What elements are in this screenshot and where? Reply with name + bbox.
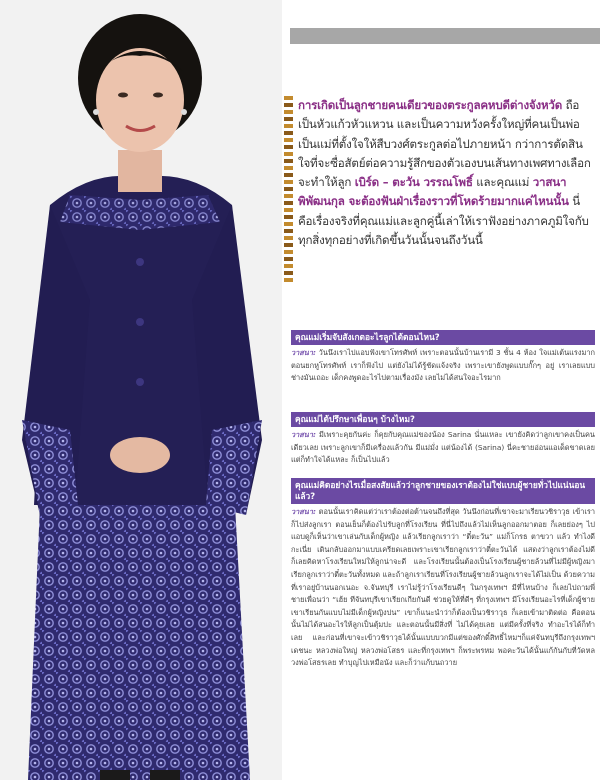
qa-block-2 <box>291 412 595 467</box>
answer-paragraph <box>291 506 595 670</box>
intro-text-2: และคุณแม่ <box>472 175 533 190</box>
speaker-label: วาสนา: <box>291 430 316 439</box>
portrait-photo <box>0 0 282 780</box>
answer-paragraph <box>291 429 595 467</box>
question-heading: คุณแม่คิดอย่างไรเมื่อสงสัยแล้วว่าลูกชายของเราต้องไม่ใช่แบบผู้ชายทั่วไปแน่นอนแล้ว? <box>291 478 595 504</box>
question-heading: คุณแม่ได้ปรึกษาเพื่อนๆ บ้างไหม? <box>291 412 595 427</box>
intro-text-1: ถือเป็นหัวแก้วหัวแหวน และเป็นความหวังครั้งใหญ่ที่คนเป็นพ่อเป็นแม่ที่ตั้งใจให้สืบวงศ์ตระกูลต่อไปภายหน้า กว่าการตัดสินใจที่จะซื่อสัตย์ต่อความรู้สึกของตัวเองบนเส้นทางเพศทางเลือก จะทำให้ลูก <box>298 98 591 190</box>
qa-block-1 <box>291 330 595 385</box>
intro-name-son: เบิร์ด – ตะวัน วรรณโพธิ์ <box>354 175 473 190</box>
intro-paragraph <box>298 96 594 250</box>
intro-text-3: นี่คือเรื่องจริงที่คุณแม่และลูกคู่นี้เล่าให้เราฟังอย่างภาคภูมิใจกับทุกสิ่งทุกอย่างที่เกิดขึ้นวันนั้นจนถึงวันนี้ <box>298 194 589 248</box>
header-decorative-bar <box>290 28 600 44</box>
intro-name-mother: วาสนา พิพัฒนกุล จะต้องฟันฝ่าเรื่องราวที่โหดร้ายมากแค่ไหนนั้น <box>298 175 569 209</box>
question-heading: คุณแม่เริ่มจับสังเกตอะไรลูกได้ตอนไหน? <box>291 330 595 345</box>
speaker-label: วาสนา: <box>291 348 316 357</box>
qa-block-3 <box>291 478 595 670</box>
answer-text: ตอนนั้นเราคิดแต่ว่าเราต้องต่อต้านจนถึงที่สุด วันนึงก่อนที่เขาจะมาเรียนวชิราวุธ เข้าเราก็ไปส่งลูกเรา ตอนเย็นก็ต้องไปรับลูกที่โรงเรียน ที่นี่ไปถึงแล้วไม่เห็นลูกออกมาตอย ก็เลยย่องๆ ไปแอบดูก็เห็นว่าเขาเล่นกับเด็กผู้หญิง แล้วเรียกลูกเราว่า “ตี๋ตะวัน” แม่ก็โกรธ ตาขวา แล้ว ทำไงดีกะเนี่ย เดินกลับออกมาแบบเครียดเลยเพราะเขาเรียกลูกเราว่าตี๋ตะวันได้ แสดงว่าลูกเราต้องไม่ดี ก็เลยคิดหาโรงเรียนใหม่ให้ลูกน่าจะดี และโรงเรียนนั้นต้องเป็นโรงเรียนผู้ชายล้วนที่ไม่มีผู้หญิงมาเรียกลูกเราว่าตี๋ตะวันทั้งหมด และถ้าลูกเราเรียนที่โรงเรียนผู้ชายล้วนลูกเราจะได้ไม่เป็น ด้วยความที่เราอยู่บ้านนอกเนอะ จ.จันทบุรี เราไม่รู้ว่าโรงเรียนดีๆ ในกรุงเทพฯ มีที่ไหนบ้าง ก็เลยไปถามพี่ชายเพื่อนว่า “เฮ้ย ทีจันทบุรีเขาเรียกเกียกันดี ช่วยดูให้ที่ดีๆ ที่กรุงเทพฯ มีโรงเรียนอะไรที่เด็กผู้ชายเขาเรียนกันแบบไม่มีเด็กผู้หญิงปน” เขาก็แนะนำว่าก็ต้องเป็นวชิราวุธ ก็เลยเข้ามาติดต่อ คือตอนนั้นไม่ได้สนอะไรให้ลูกเป็นตุ้มปะ และตอนนั้นมีสิ่งที่ ไม่ได้คุยเลย แต่มีครั้งที่จริง ทำอะไรได้ก็ทำเลย และก่อนที่เขาจะเข้าวชิราวุธได้นั้นแบบบวกมีแต่ของศักดิ์สิทธิ์ไหมฯก็แค่จันทบุรีถึงกรุงเทพฯ เดชนะ หลวงพ่อใหญ่ หลวงพ่อโสธร และที่กรุงเทพฯ ก็พระพรหม พอคะวันได้นั้นแก้กันกับที่วัดหลวงพ่อโสธรเลย ทำบุญไปเหมือนัง และก็ว่าแก้บนถวาย <box>291 507 595 668</box>
intro-title: การเกิดเป็นลูกชายคนเดียวของตระกูลคหบดีต่างจังหวัด <box>298 98 563 112</box>
intro-decorative-stripe <box>284 96 293 284</box>
answer-text: วันนึงเราไปแอบฟังเขาโทรศัพท์ เพราะตอนนั้นบ้านเรามี 3 ชั้น 4 ห้อง ใจแม่เต้นแรงมากตอนยกหูโทรศัพท์ เราก็ฟังไป แต่ยังไม่ได้รู้ชัดแจ้งจริง เพราะเขายังพูดแบบกั๊กๆ อยู่ เราเลยแบบช่างมันเถอะ เด็กคงพูดอะไรไปตามเรื่องมัง เลยไม่ได้สนใจอะไรมาก <box>291 348 595 383</box>
answer-text: มีเพราะคุยกันค่ะ ก็คุยกับคุณแม่ของน้อง Sarina นั่นแหละ เขายังคิดว่าลูกเขาคงเป็นคนเดียวเลย เพราะลูกเขาก็มีเครื่องแล้วกัน มีแม่มั่ง แต่น้องได้ (Sarina) นี่คะชายอ่อนแอเด็ดขาดเลย แต่ก็ทำใจได้แหละ ก็เป็นไปแล้ว <box>291 430 595 465</box>
speaker-label: วาสนา: <box>291 507 316 516</box>
answer-paragraph <box>291 347 595 385</box>
